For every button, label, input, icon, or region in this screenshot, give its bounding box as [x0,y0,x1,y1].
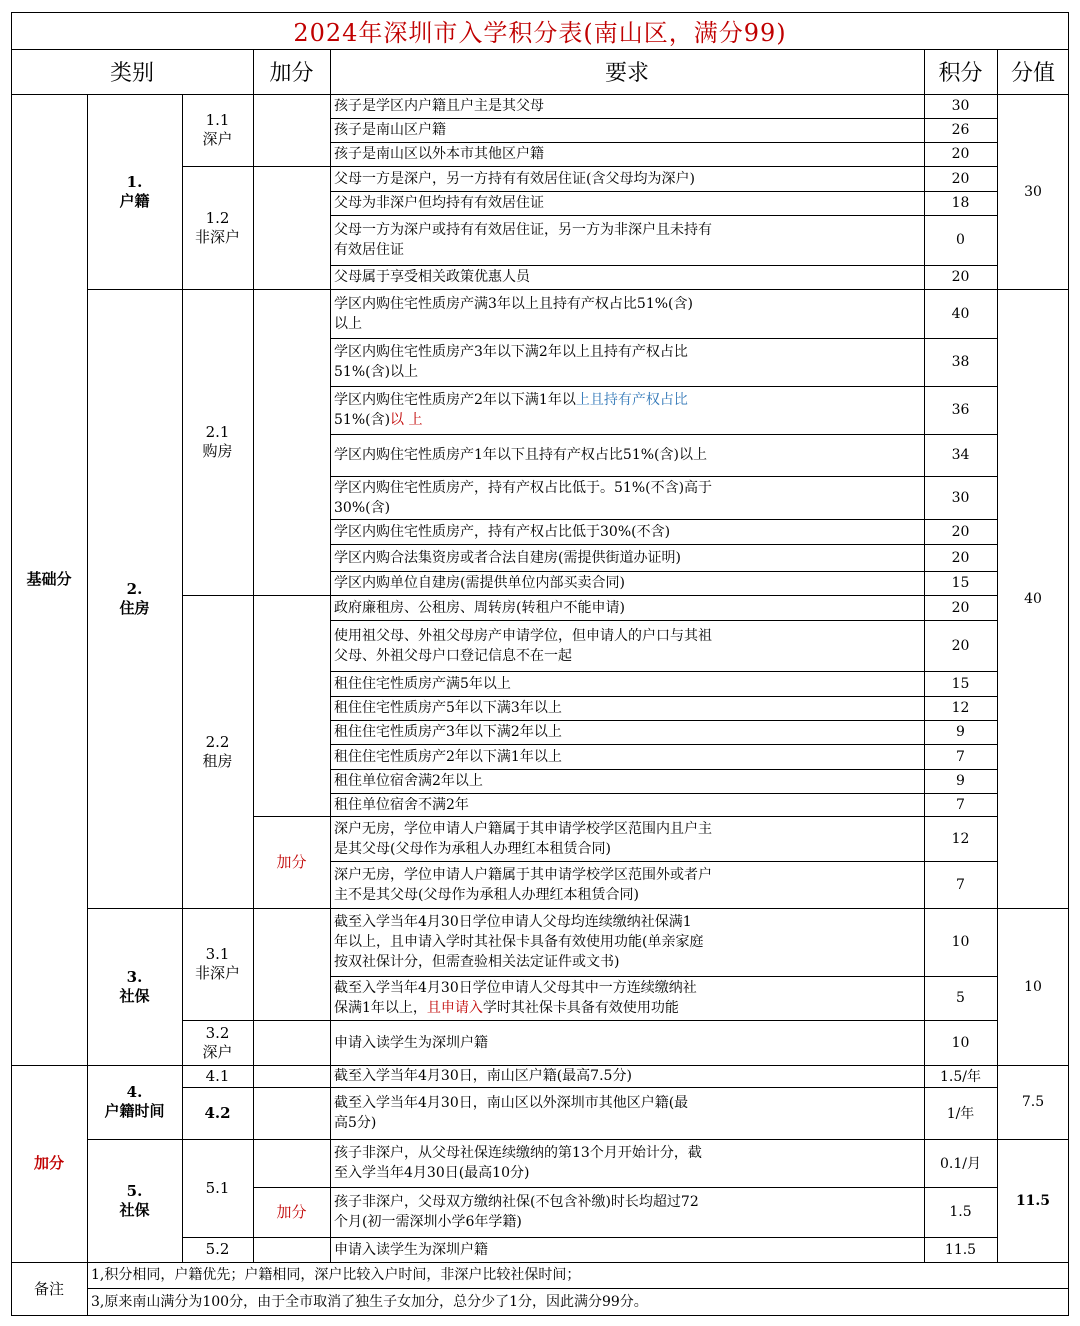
subcategory-4-1: 4.1 [205,1066,230,1085]
requirement-cell: 学区内购合法集资房或者合法自建房(需提供街道办证明) [334,549,681,566]
category-huji: 1. 户籍 [119,172,150,210]
header-requirement: 要求 [604,61,649,86]
points-cell: 10 [951,1034,970,1051]
header-bonus: 加分 [269,61,314,86]
subcategory-1-1: 1.1 深户 [202,111,233,148]
requirement-cell: 截至入学当年4月30日，南山区户籍(最高7.5分) [334,1068,632,1084]
requirement-cell: 孩子是学区内户籍且户主是其父母 [334,98,544,114]
requirement-cell: 租住单位宿舍不满2年 [334,796,469,813]
points-cell: 9 [956,724,965,740]
category-shebao: 3. 社保 [119,967,150,1005]
requirement-cell: 申请入读学生为深圳户籍 [334,1034,488,1051]
header-value: 分值 [1010,61,1055,86]
points-cell: 26 [951,122,970,138]
points-cell: 15 [951,575,970,591]
requirement-cell: 学区内购住宅性质房产满3年以上且持有产权占比51%(含) 以上 [334,295,693,332]
points-cell: 0.1/月 [940,1156,981,1172]
value-zhufang: 40 [1024,590,1042,607]
category-shebao-bonus: 5. 社保 [119,1181,150,1219]
category-zhufang: 2. 住房 [119,579,150,617]
bonus-label-zufang: 加分 [276,852,307,871]
requirement-cell: 租住住宅性质房产2年以下满1年以上 [334,748,562,765]
points-cell: 0 [956,232,965,248]
requirement-cell: 租住住宅性质房产满5年以上 [334,675,511,692]
table-title: 2024年深圳市入学积分表(南山区，满分99) [293,19,787,47]
requirement-cell: 深户无房，学位申请人户籍属于其申请学校学区范围内且户主 是其父母(父母作为承租人办理红本租赁合同) [334,820,712,857]
subcategory-2-1: 2.1 购房 [202,423,233,460]
points-cell: 20 [951,170,970,187]
requirement-cell: 深户无房，学位申请人户籍属于其申请学校学区范围外或者户 主不是其父母(父母作为承租人办理红本租赁合同) [334,866,712,903]
requirement-cell: 孩子是南山区以外本市其他区户籍 [334,146,544,162]
requirement-cell: 政府廉租房、公租房、周转房(转租户不能申请) [334,599,625,616]
requirement-cell: 孩子非深户，从父母社保连续缴纳的第13个月开始计分，截 至入学当年4月30日(最高10分) [334,1145,702,1181]
points-cell: 7 [956,876,965,893]
points-cell: 40 [951,305,970,322]
points-cell: 36 [951,402,970,418]
points-cell: 20 [951,637,970,654]
requirement-cell: 截至入学当年4月30日学位申请人父母其中一方连续缴纳社 保满1年以上，且申请入学时其社保卡具备有效使用功能 [334,980,697,1016]
notes-line-1: 1,积分相同，户籍优先；户籍相同，深户比较入户时间，非深户比较社保时间； [91,1267,581,1283]
header-points: 积分 [938,61,983,86]
points-cell: 20 [951,146,970,162]
requirement-cell: 孩子非深户，父母双方缴纳社保(不包含补缴)时长均超过72 个月(初一需深圳小学6年学籍) [334,1194,699,1230]
subcategory-3-1: 3.1 非深户 [194,945,240,982]
points-cell: 20 [951,549,970,566]
subcategory-5-2: 5.2 [205,1240,230,1258]
points-cell: 1.5 [949,1204,972,1220]
requirement-cell: 学区内购单位自建房(需提供单位内部买卖合同) [334,575,625,591]
points-cell: 18 [951,195,970,211]
subcategory-4-2: 4.2 [204,1103,231,1122]
requirement-cell: 申请入读学生为深圳户籍 [334,1241,488,1258]
category-huji-shijian: 4. 户籍时间 [104,1083,165,1120]
points-cell: 12 [951,830,970,847]
points-cell: 34 [951,447,970,463]
value-huji-shijian: 7.5 [1021,1094,1045,1110]
points-cell: 11.5 [944,1241,977,1258]
points-cell: 20 [951,523,970,540]
points-cell: 15 [951,675,970,692]
points-cell: 12 [951,700,970,716]
points-cell: 30 [951,98,970,114]
requirement-cell: 学区内购住宅性质房产3年以下满2年以上且持有产权占比 51%(含)以上 [334,344,688,380]
bonus-label-shebao: 加分 [276,1202,307,1221]
requirement-cell: 父母为非深户但均持有有效居住证 [334,195,544,211]
points-cell: 1/年 [946,1106,975,1122]
subcategory-3-2: 3.2 深户 [202,1023,233,1061]
points-cell: 30 [951,489,970,506]
value-shebao-bonus: 11.5 [1015,1192,1051,1209]
points-cell: 38 [951,354,970,370]
points-cell: 20 [951,599,970,616]
requirement-cell: 学区内购住宅性质房产2年以下满1年以上且持有产权占比 51%(含)以 上 [334,392,688,428]
requirement-cell: 截至入学当年4月30日学位申请人父母均连续缴纳社保满1 年以上，且申请入学时其社保卡具备有效使用功能(单亲家庭 按双社保计分，但需查验相关法定证件或文书) [334,914,704,970]
value-huji: 30 [1024,183,1042,200]
points-cell: 10 [951,934,970,950]
requirement-cell: 租住住宅性质房产3年以下满2年以上 [334,724,562,740]
requirement-cell: 租住住宅性质房产5年以下满3年以上 [334,700,562,716]
subcategory-5-1: 5.1 [205,1178,230,1197]
requirement-cell: 父母属于享受相关政策优惠人员 [334,269,530,285]
requirement-cell: 学区内购住宅性质房产，持有产权占比低于。51%(不含)高于 30%(含) [334,479,713,516]
requirement-cell: 学区内购住宅性质房产，持有产权占比低于30%(不含) [334,523,671,540]
points-cell: 5 [956,990,965,1006]
requirement-cell: 学区内购住宅性质房产1年以下且持有产权占比51%(含)以上 [334,447,707,463]
requirement-cell: 父母一方为深户或持有有效居住证，另一方为非深户且未持有 有效居住证 [334,222,712,258]
points-cell: 1.5/年 [940,1069,981,1085]
requirement-cell: 父母一方是深户，另一方持有有效居住证(含父母均为深户) [334,170,695,187]
requirement-cell: 孩子是南山区户籍 [334,122,446,138]
notes-line-2: 3,原来南山满分为100分，由于全市取消了独生子女加分，总分少了1分，因此满分99分。 [91,1293,648,1310]
section-base-score: 基础分 [26,570,72,588]
subcategory-1-2: 1.2 非深户 [194,208,240,246]
requirement-cell: 使用祖父母、外祖父母房产申请学位，但申请人的户口与其祖 父母、外祖父母户口登记信息不在一起 [334,627,712,664]
section-bonus-score: 加分 [33,1154,64,1172]
subcategory-2-2: 2.2 租房 [202,732,233,770]
points-cell: 7 [956,748,965,765]
points-cell: 9 [956,773,965,789]
value-shebao: 10 [1024,978,1042,995]
requirement-cell: 租住单位宿舍满2年以上 [334,773,483,789]
requirement-cell: 截至入学当年4月30日，南山区以外深圳市其他区户籍(最 高5分) [334,1095,689,1131]
points-cell: 7 [956,796,965,813]
points-cell: 20 [951,269,970,285]
points-table [11,12,1069,1316]
notes-label: 备注 [33,1279,64,1298]
header-category: 类别 [109,61,154,86]
